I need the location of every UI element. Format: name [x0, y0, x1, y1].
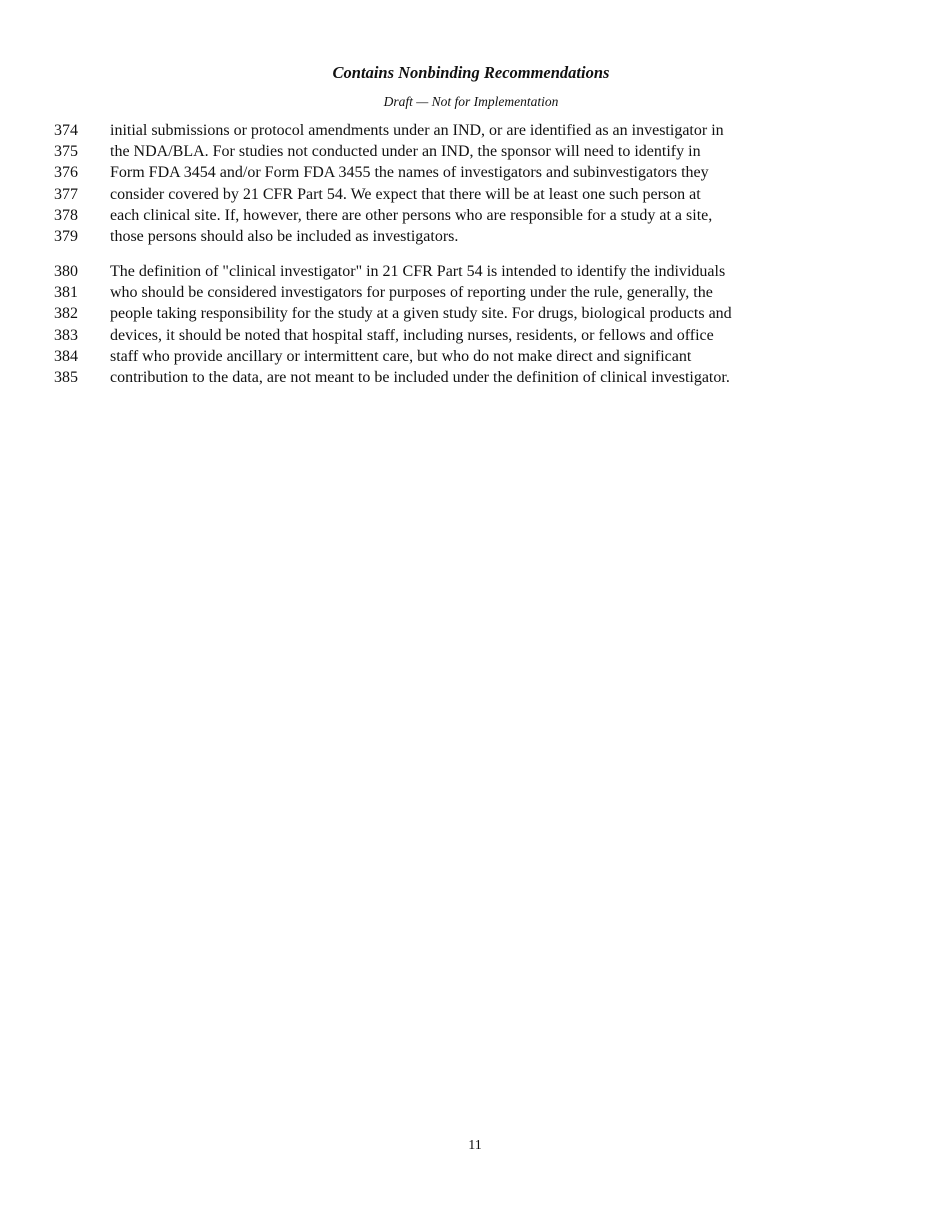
- line-text: Form FDA 3454 and/or Form FDA 3455 the names of investigators and subinvestigators they: [110, 164, 709, 182]
- line-text: staff who provide ancillary or intermittent care, but who do not make direct and significant: [110, 347, 692, 365]
- line-text: those persons should also be included as investigators.: [110, 227, 459, 245]
- line-number: 381: [54, 284, 78, 302]
- page-number: 11: [468, 1138, 482, 1153]
- line-text: consider covered by 21 CFR Part 54. We expect that there will be at least one such person at: [110, 185, 701, 203]
- line-text: the NDA/BLA. For studies not conducted under an IND, the sponsor will need to identify in: [110, 143, 701, 161]
- paragraph: [0, 120, 950, 247]
- text-line: [0, 282, 950, 303]
- text-line: [0, 205, 950, 226]
- line-text: The definition of "clinical investigator" in 21 CFR Part 54 is intended to identify the individuals: [110, 263, 726, 280]
- line-number: 374: [54, 122, 78, 139]
- header-subtitle: Draft — Not for Implementation: [383, 94, 559, 109]
- line-number: 383: [54, 326, 78, 344]
- line-number: 375: [54, 143, 78, 161]
- line-number: 377: [54, 185, 78, 203]
- line-text: initial submissions or protocol amendments under an IND, or are identified as an investigator in: [110, 122, 724, 139]
- text-line: [0, 325, 950, 346]
- line-number: 379: [54, 227, 78, 245]
- text-line: [0, 261, 950, 282]
- text-line: [0, 226, 950, 247]
- text-line: [0, 162, 950, 183]
- header-title: Contains Nonbinding Recommendations: [332, 63, 610, 82]
- line-number: 382: [54, 305, 78, 323]
- text-line: [0, 303, 950, 324]
- line-number: 384: [54, 347, 78, 365]
- line-text: devices, it should be noted that hospital staff, including nurses, residents, or fellows and office: [110, 326, 714, 344]
- line-text: contribution to the data, are not meant to be included under the definition of clinical investigator.: [110, 368, 730, 386]
- line-number: 376: [54, 164, 78, 182]
- line-number: 380: [54, 263, 78, 280]
- line-text: each clinical site. If, however, there are other persons who are responsible for a study at a site,: [110, 206, 713, 224]
- text-line: [0, 141, 950, 162]
- text-line: [0, 184, 950, 205]
- text-line: [0, 367, 950, 388]
- line-text: who should be considered investigators for purposes of reporting under the rule, generally, the: [110, 284, 713, 302]
- paragraph: [0, 261, 950, 388]
- text-line: [0, 346, 950, 367]
- text-line: [0, 120, 950, 141]
- line-text: people taking responsibility for the study at a given study site. For drugs, biological products and: [110, 305, 732, 323]
- line-number: 385: [54, 368, 78, 386]
- line-number: 378: [54, 206, 78, 224]
